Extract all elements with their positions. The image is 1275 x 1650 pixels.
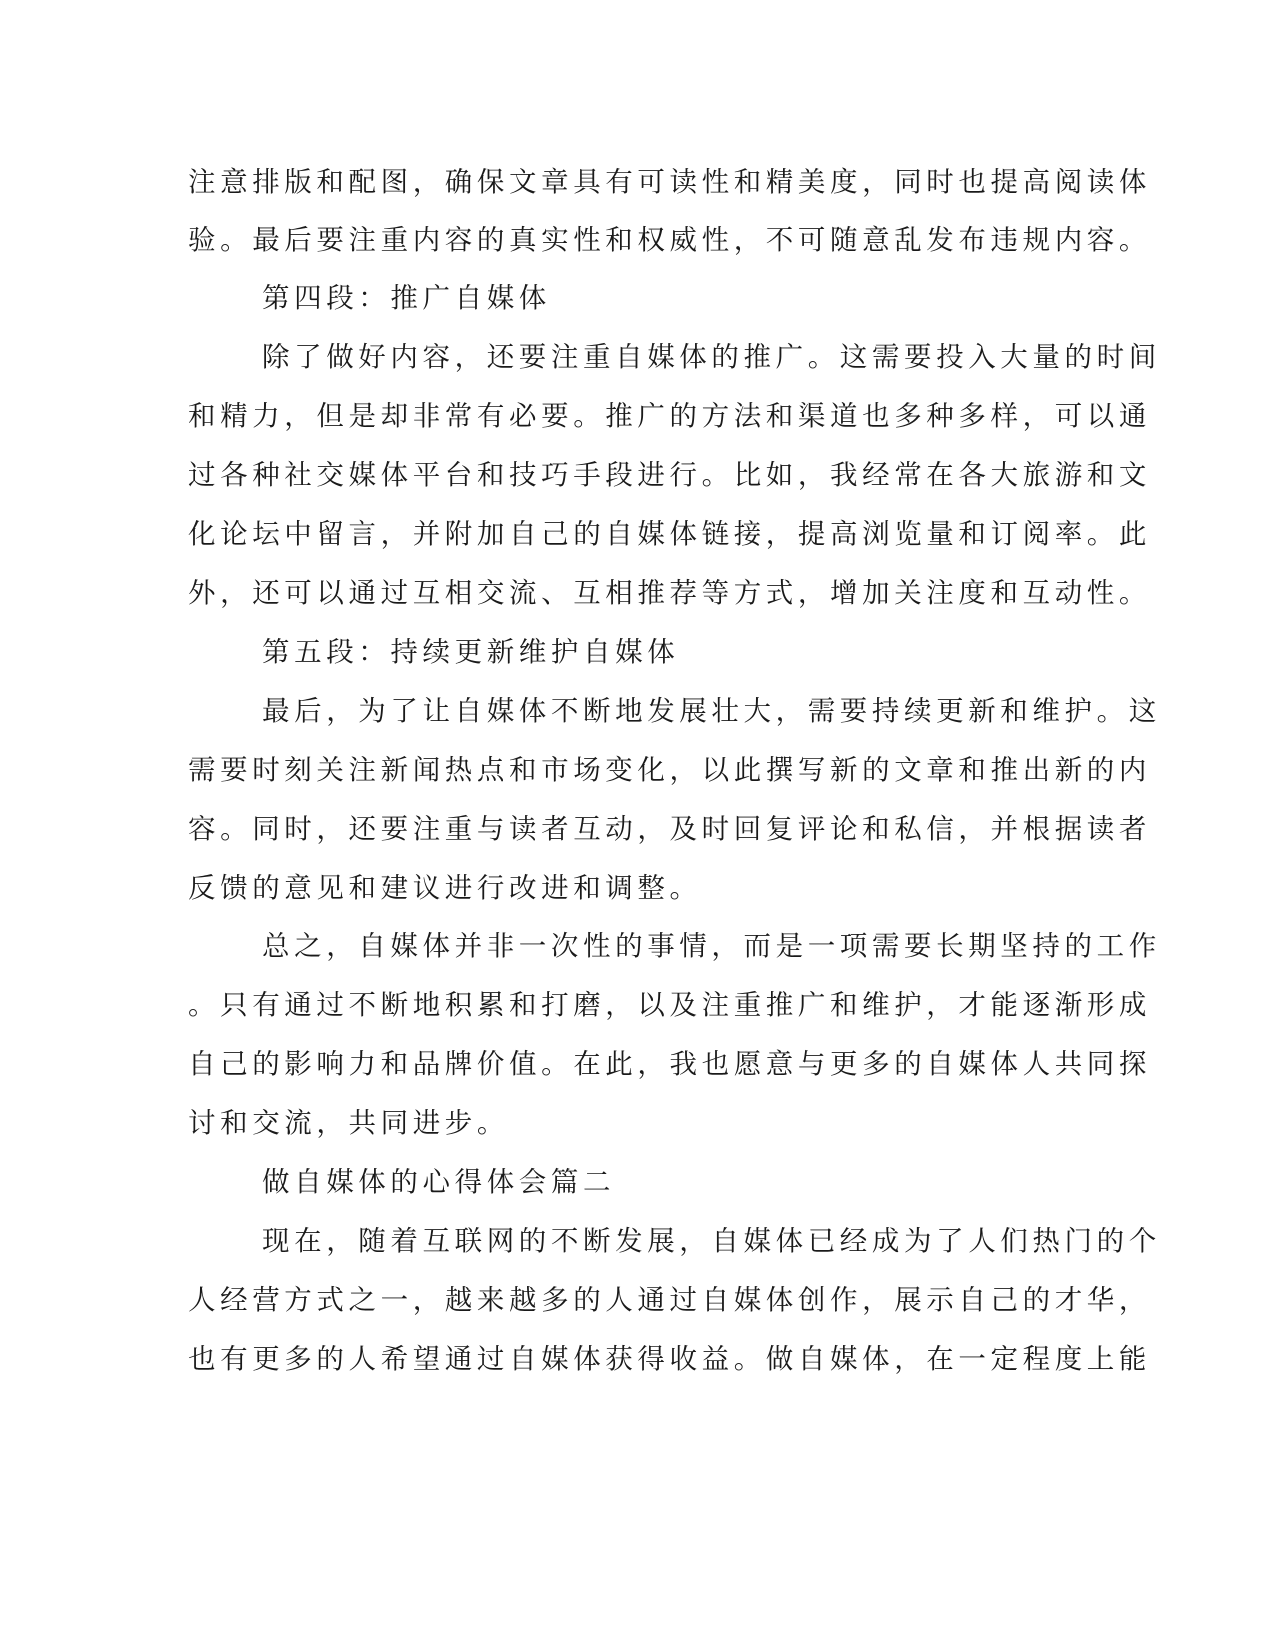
body-text-line: 。只有通过不断地积累和打磨，以及注重推广和维护，才能逐渐形成 (188, 989, 1151, 1021)
section-heading-5: 第五段：持续更新维护自媒体 (262, 636, 680, 668)
body-text-line: 验。最后要注重内容的真实性和权威性，不可随意乱发布违规内容。 (188, 224, 1151, 256)
body-text-line: 除了做好内容，还要注重自媒体的推广。这需要投入大量的时间 (262, 341, 1161, 373)
body-text-line: 注意排版和配图，确保文章具有可读性和精美度，同时也提高阅读体 (188, 166, 1151, 198)
body-text-line: 外，还可以通过互相交流、互相推荐等方式，增加关注度和互动性。 (188, 577, 1151, 609)
body-text-line: 也有更多的人希望通过自媒体获得收益。做自媒体，在一定程度上能 (188, 1343, 1151, 1375)
body-text-line: 总之，自媒体并非一次性的事情，而是一项需要长期坚持的工作 (262, 930, 1161, 962)
body-text-line: 讨和交流，共同进步。 (188, 1107, 509, 1139)
body-text-line: 化论坛中留言，并附加自己的自媒体链接，提高浏览量和订阅率。此 (188, 518, 1151, 550)
body-text-line: 现在，随着互联网的不断发展，自媒体已经成为了人们热门的个 (262, 1225, 1161, 1257)
body-text-line: 自己的影响力和品牌价值。在此，我也愿意与更多的自媒体人共同探 (188, 1048, 1151, 1080)
article-heading-part-2: 做自媒体的心得体会篇二 (262, 1166, 616, 1198)
body-text-line: 需要时刻关注新闻热点和市场变化，以此撰写新的文章和推出新的内 (188, 754, 1151, 786)
section-heading-4: 第四段：推广自媒体 (262, 282, 551, 314)
body-text-line: 和精力，但是却非常有必要。推广的方法和渠道也多种多样，可以通 (188, 400, 1151, 432)
body-text-line: 反馈的意见和建议进行改进和调整。 (188, 872, 702, 904)
body-text-line: 容。同时，还要注重与读者互动，及时回复评论和私信，并根据读者 (188, 813, 1151, 845)
body-text-line: 过各种社交媒体平台和技巧手段进行。比如，我经常在各大旅游和文 (188, 459, 1151, 491)
body-text-line: 人经营方式之一，越来越多的人通过自媒体创作，展示自己的才华， (188, 1284, 1151, 1316)
body-text-line: 最后，为了让自媒体不断地发展壮大，需要持续更新和维护。这 (262, 695, 1161, 727)
